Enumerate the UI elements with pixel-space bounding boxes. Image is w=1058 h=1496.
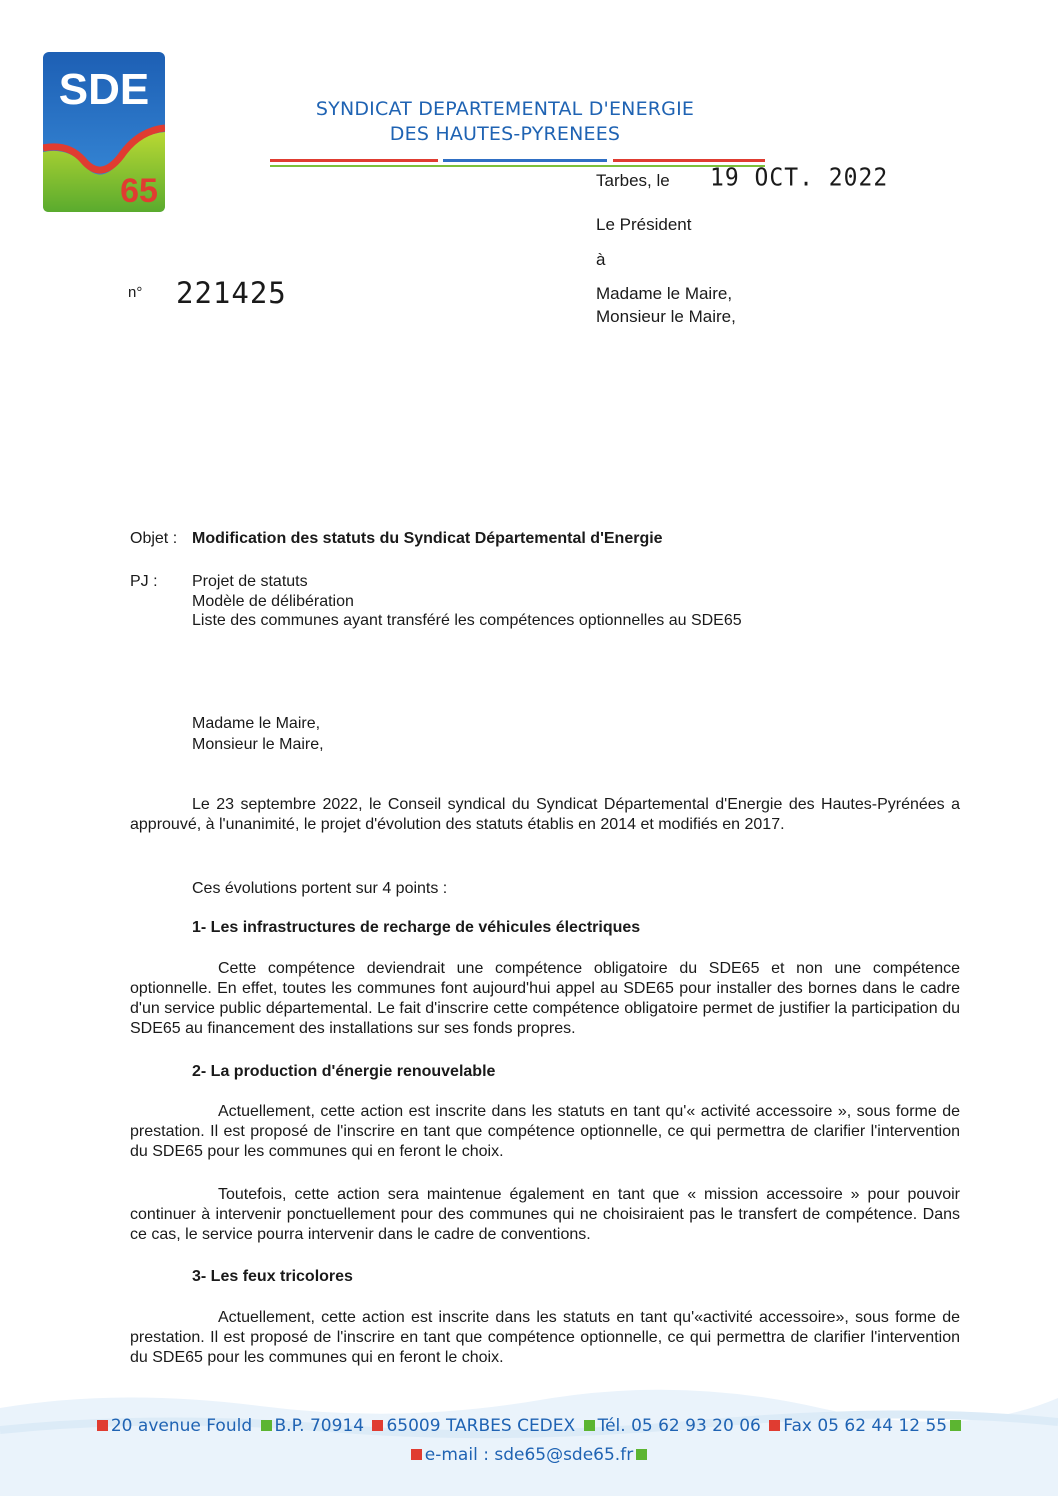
footer-po-box: B.P. 70914 [274, 1416, 365, 1436]
bullet-square-red [97, 1420, 108, 1431]
footer-email: e-mail : sde65@sde65.fr [424, 1445, 634, 1465]
logo-text: SDE [58, 65, 150, 114]
header-divider-red [613, 159, 765, 162]
reference-label: n° [128, 284, 143, 301]
intro-paragraph: Le 23 septembre 2022, le Conseil syndical du Syndicat Départemental d'Energie des Hautes-Pyrénées a approuvé, à l'unanimité, le projet d'évolution des statuts établis en 2014 et modifiés en 2017. [130, 796, 960, 833]
section-paragraph: Toutefois, cette action sera maintenue également en tant que « mission accessoire » pour pouvoir continuer à intervenir ponctuellement pour des communes qui ne choisiraient pas le transfert de compétence. Dans ce cas, le service pourra intervenir dans le cadre de conventions. [130, 1186, 960, 1243]
object-label: Objet : [130, 530, 178, 547]
section-paragraph: Actuellement, cette action est inscrite dans les statuts en tant qu'«activité accessoire», sous forme de prestation. Il est proposé de l'inscrire en tant que compétence optionnelle, ce qui permettra de clarifier l'intervention du SDE65 pour les communes qui en feront le choix. [130, 1309, 960, 1366]
attachment-item: Projet de statuts [192, 573, 308, 590]
sde65-logo [43, 52, 165, 212]
bullet-square-red [769, 1420, 780, 1431]
recipient-line2: Monsieur le Maire, [596, 307, 736, 326]
bullet-square-red [372, 1420, 383, 1431]
section-heading: 1- Les infrastructures de recharge de véhicules électriques [192, 919, 641, 936]
bullet-square-green [950, 1420, 961, 1431]
org-name-line2: DES HAUTES-PYRENEES [389, 123, 621, 145]
attachments-label: PJ : [130, 573, 158, 590]
reference-number: 221425 [176, 276, 287, 310]
recipient-line1: Madame le Maire, [596, 284, 733, 303]
section-heading: 2- La production d'énergie renouvelable [192, 1063, 496, 1080]
header-divider-green [270, 165, 765, 167]
footer-fax: Fax 05 62 44 12 55 [783, 1416, 948, 1436]
footer-city: 65009 TARBES CEDEX [386, 1416, 576, 1436]
salutation-line1: Madame le Maire, [192, 715, 321, 732]
footer-phone: Tél. 05 62 93 20 06 [597, 1416, 761, 1436]
attachment-item: Modèle de délibération [192, 593, 354, 610]
footer-address: 20 avenue Fould [110, 1416, 253, 1436]
letter-place: Tarbes, le [596, 171, 670, 190]
date-stamp: 19 OCT. 2022 [710, 163, 889, 193]
footer-email-line [0, 1445, 1058, 1465]
section-paragraph: Cette compétence deviendrait une compétence obligatoire du SDE65 et non une compétence optionnelle. En effet, toutes les communes font aujourd'hui appel au SDE65 pour installer des bornes dans le cadre d'un service public départemental. Le fait d'inscrire cette compétence obligatoire permet de justifier la participation du SDE65 au financement des installations sur ses fonds propres. [130, 960, 960, 1037]
footer-address-line [0, 1416, 1058, 1436]
bullet-square-green [584, 1420, 595, 1431]
sender: Le Président [596, 215, 692, 234]
to-word: à [596, 250, 606, 269]
salutation-line2: Monsieur le Maire, [192, 736, 324, 753]
section-heading: 3- Les feux tricolores [192, 1268, 353, 1285]
footer-watermark [0, 1378, 1058, 1496]
bullet-square-red [411, 1449, 422, 1460]
bullet-square-green [261, 1420, 272, 1431]
object-text: Modification des statuts du Syndicat Départemental d'Energie [192, 530, 663, 547]
header-divider-blue [443, 159, 607, 162]
logo-number: 65 [120, 172, 158, 210]
points-intro: Ces évolutions portent sur 4 points : [192, 880, 448, 897]
attachment-item: Liste des communes ayant transféré les compétences optionnelles au SDE65 [192, 612, 742, 629]
bullet-square-green [636, 1449, 647, 1460]
header-divider-red [270, 159, 438, 162]
section-paragraph: Actuellement, cette action est inscrite dans les statuts en tant qu'« activité accessoire », sous forme de prestation. Il est proposé de l'inscrire en tant que compétence optionnelle, ce qui permettra de clarifier l'intervention du SDE65 pour les communes qui en feront le choix. [130, 1103, 960, 1160]
org-name-line1: SYNDICAT DEPARTEMENTAL D'ENERGIE [315, 98, 695, 120]
